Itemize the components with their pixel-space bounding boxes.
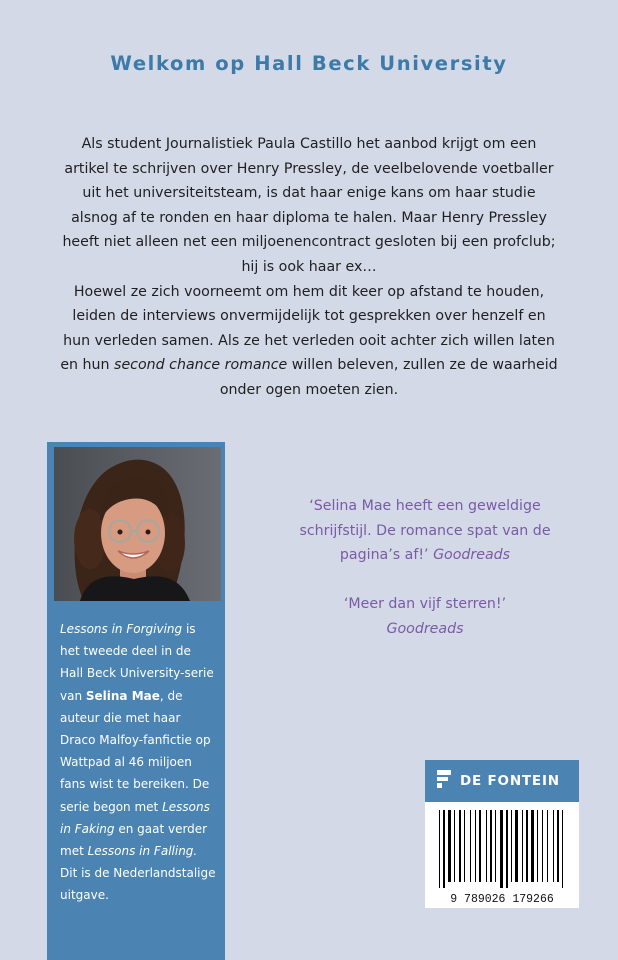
bio-text: Dit is de Nederlandstalige uitgave. xyxy=(60,866,216,903)
series-book-title: Lessons in Faking xyxy=(60,799,210,836)
barcode-bar xyxy=(562,810,563,888)
barcode-bar xyxy=(526,810,528,882)
bio-text: is het tweede deel in de Hall Beck University-serie van xyxy=(60,622,214,703)
publisher-logo-bar xyxy=(425,760,579,802)
isbn-barcode xyxy=(425,802,579,908)
barcode-bar xyxy=(486,810,487,882)
synopsis-paragraph-2 xyxy=(60,280,558,403)
barcode-bar xyxy=(553,810,554,882)
fontein-f-logo-icon xyxy=(437,770,451,792)
barcode-bar xyxy=(490,810,492,882)
review-source: Goodreads xyxy=(433,547,511,564)
barcode-bar xyxy=(464,810,465,882)
isbn-number: 9 789026 179266 xyxy=(450,893,554,906)
synopsis-text-end: willen beleven, zullen ze de waarheid onder ogen moeten zien. xyxy=(219,357,558,398)
barcode-bar xyxy=(547,810,548,882)
author-bio-paragraph xyxy=(60,618,216,907)
author-photo xyxy=(54,447,221,601)
synopsis-text: Hoewel ze zich voorneemt om hem dit keer op afstand te houden, leiden de interviews onvermijdelijk tot gesprekken over henzelf en hun verleden samen. Als ze het verleden ooit achter zich willen laten en hun xyxy=(60,283,555,374)
barcode-bar xyxy=(439,810,440,888)
bio-text: en gaat verder met xyxy=(60,821,208,859)
barcode-bar xyxy=(475,810,476,882)
barcode-bar xyxy=(542,810,543,882)
barcode-bar xyxy=(531,810,534,882)
barcode-bar xyxy=(454,810,455,882)
series-book-title: Lessons in Falling. xyxy=(87,844,198,859)
book-title: Lessons in Forgiving xyxy=(60,622,183,636)
author-name: Selina Mae xyxy=(85,688,160,703)
barcode-bar xyxy=(495,810,496,882)
barcode-bar xyxy=(500,810,503,888)
barcode-bar xyxy=(511,810,512,882)
review-quote-text: ‘Meer dan vijf sterren!’ xyxy=(343,596,507,612)
author-bio xyxy=(60,618,216,907)
barcode-bar xyxy=(557,810,559,882)
review-quote xyxy=(290,592,560,641)
barcode-bar xyxy=(522,810,523,882)
barcode-bar xyxy=(448,810,451,882)
barcode-bar xyxy=(506,810,508,888)
synopsis-paragraph-1: Als student Journalistiek Paula Castillo het aanbod krijgt om een artikel te schrijven over Henry Pressley, de veelbelovende voetballer uit het universiteitsteam, is dat haar enige kans om haar studie alsnog af te ronden en haar diploma te halen. Maar Henry Pressley heeft niet alleen net een miljoenencontract gesloten bij een profclub; hij is ook haar ex… xyxy=(62,136,556,275)
barcode-bar xyxy=(479,810,481,882)
barcode-bar xyxy=(515,810,518,882)
review-source: Goodreads xyxy=(386,620,464,637)
barcode-bar xyxy=(537,810,538,882)
publisher-name: DE FONTEIN xyxy=(460,773,560,789)
review-quote xyxy=(290,494,560,568)
barcode-bar xyxy=(459,810,461,882)
barcode-bar xyxy=(470,810,471,882)
review-quote-text: ‘Selina Mae heeft een geweldige schrijfstijl. De romance spat van de pagina’s af!’ xyxy=(299,498,551,564)
bio-text: , de auteur die met haar Draco Malfoy-fanfictie op Wattpad al 46 miljoen fans wist te bereiken. De serie begon met xyxy=(60,688,211,814)
synopsis-emphasis: second chance romance xyxy=(114,357,288,374)
synopsis xyxy=(60,132,558,403)
back-cover-title: Welkom op Hall Beck University xyxy=(110,52,508,75)
barcode-bar xyxy=(443,810,445,888)
